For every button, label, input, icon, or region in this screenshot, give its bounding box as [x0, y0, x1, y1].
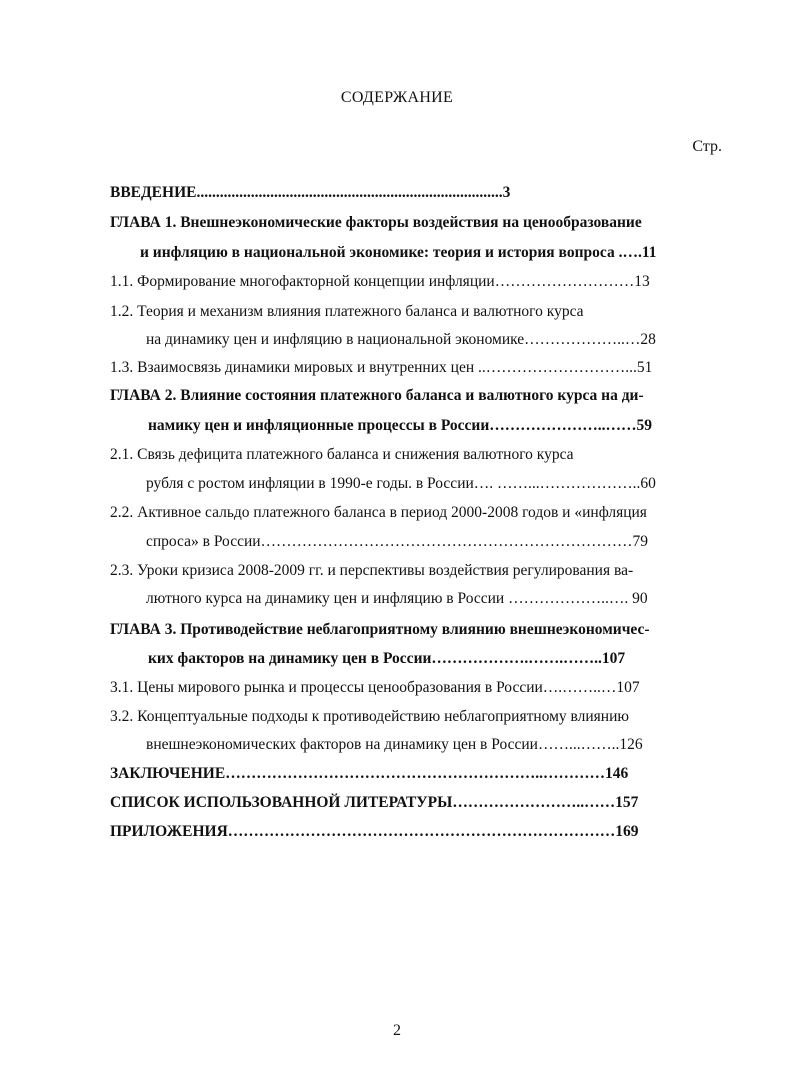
page-title: СОДЕРЖАНИЕ [340, 89, 454, 106]
toc-line-1-2: 1.2. Теория и механизм влияния платежного баланса и валютного курса [110, 303, 584, 320]
toc-line-1-2-cont: на динамику цен и инфляцию в национальной экономике………………..…28 [146, 331, 656, 348]
toc-line-3-2: 3.2. Концептуальные подходы к противодействию неблагоприятному влиянию [110, 708, 629, 725]
toc-line-1-1: 1.1. Формирование многофакторной концепции инфляции………………………13 [110, 273, 650, 290]
toc-line-conclusion: ЗАКЛЮЧЕНИЕ……………………………………………………..…………146 [110, 765, 629, 782]
toc-line-2-1-cont: рубля с ростом инфляции в 1990-е годы. в России…. ……...………………..60 [146, 475, 656, 492]
toc-line-chapter-3: ГЛАВА 3. Противодействие неблагоприятному влиянию внешнеэкономичес- [110, 621, 650, 638]
toc-line-chapter-1: ГЛАВА 1. Внешнеэкономические факторы воздействия на ценообразование [110, 214, 642, 231]
toc-line-2-2: 2.2. Активное сальдо платежного баланса в период 2000-2008 годов и «инфляция [110, 504, 647, 521]
toc-line-3-2-cont: внешнеэкономических факторов на динамику цен в России……...……..126 [146, 736, 643, 753]
toc-line-chapter-3-cont: ких факторов на динамику цен в России……………….…….……..107 [148, 650, 626, 667]
toc-line-2-3-cont: лютного курса на динамику цен и инфляцию в России ………………..…. 90 [146, 590, 648, 607]
toc-line-references: СПИСОК ИСПОЛЬЗОВАННОЙ ЛИТЕРАТУРЫ……………………..……157 [110, 794, 639, 811]
toc-line-2-2-cont: спроса» в России………………………………………………………………79 [146, 533, 649, 550]
toc-line-chapter-2-cont: намику цен и инфляционные процессы в России…………………..……59 [148, 417, 653, 434]
toc-line-3-1: 3.1. Цены мирового рынка и процессы ценообразования в России….……..…107 [110, 679, 640, 696]
toc-line-chapter-1-cont: и инфляцию в национальной экономике: теория и история вопроса .….11 [140, 244, 657, 261]
toc-line-intro: ВВЕДЕНИЕ...............................................................................3 [110, 184, 511, 201]
toc-line-chapter-2: ГЛАВА 2. Влияние состояния платежного баланса и валютного курса на ди- [110, 387, 644, 404]
page-column-label: Стр. [692, 138, 722, 155]
toc-line-appendices: ПРИЛОЖЕНИЯ…………………………………………………………………169 [110, 823, 639, 840]
toc-line-1-3: 1.3. Взаимосвязь динамики мировых и внутренних цен ..………………………...51 [110, 359, 653, 376]
toc-line-2-3: 2.3. Уроки кризиса 2008-2009 гг. и перспективы воздействия регулирования ва- [110, 562, 634, 579]
page-number: 2 [393, 1022, 401, 1039]
toc-line-2-1: 2.1. Связь дефицита платежного баланса и снижения валютного курса [110, 446, 574, 463]
